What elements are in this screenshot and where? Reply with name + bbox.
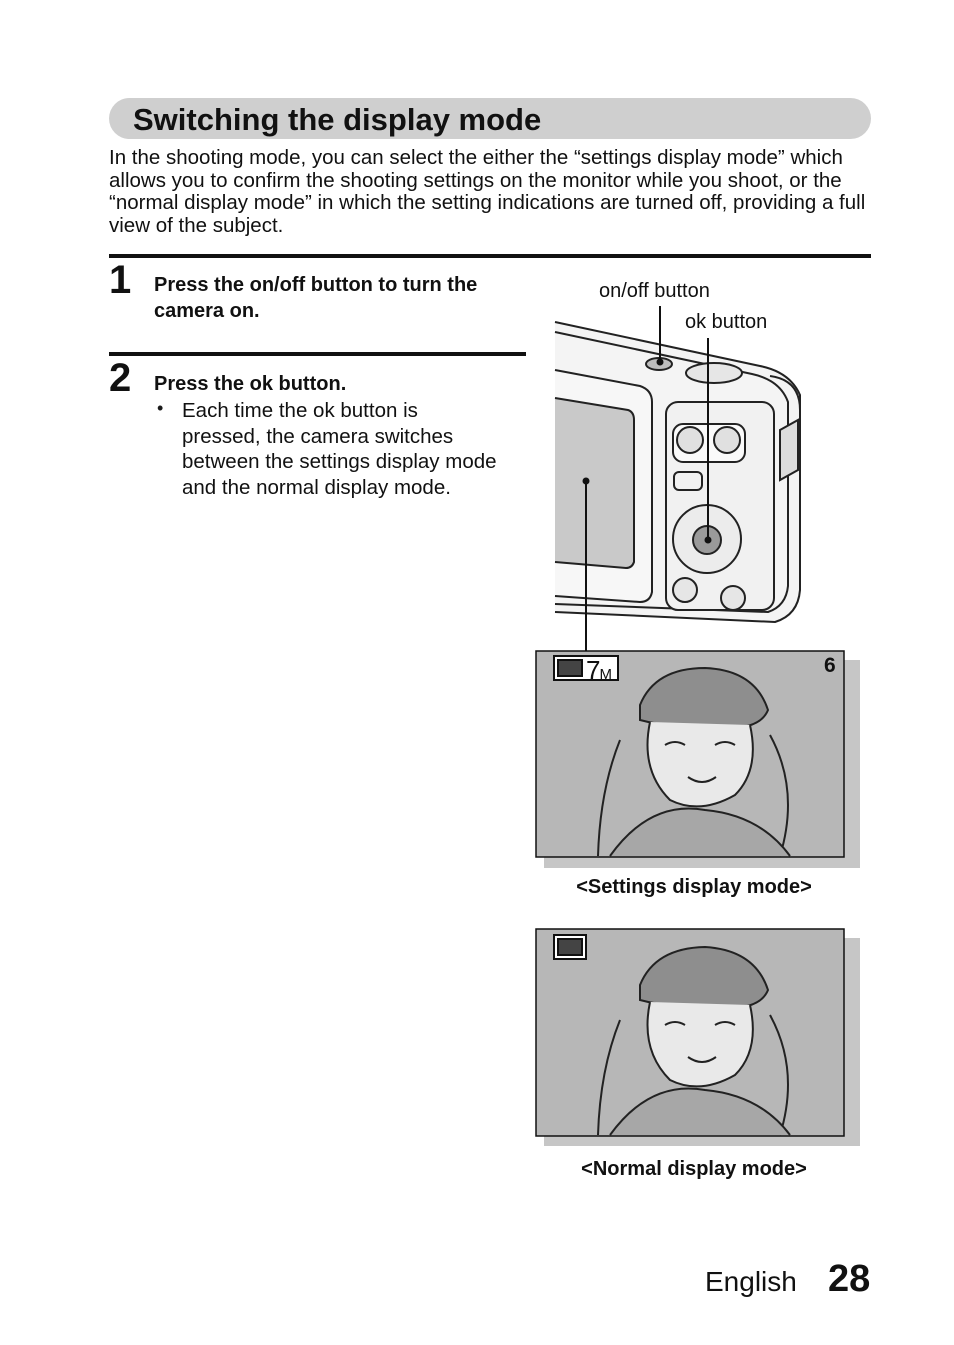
step-1-number: 1 xyxy=(109,258,132,302)
normal-mode-caption: <Normal display mode> xyxy=(581,1158,807,1180)
camera-body-icon xyxy=(555,322,800,622)
settings-mode-caption: <Settings display mode> xyxy=(576,876,812,898)
ok-button-label: ok button xyxy=(685,311,768,333)
image-mode-icon xyxy=(554,935,586,959)
step-2-bullet: Each time the ok button is pressed, the camera switches between the settings display mode and the normal display mode. xyxy=(182,399,497,499)
section-title: Switching the display mode xyxy=(133,102,542,137)
step-2-number: 2 xyxy=(109,356,132,400)
osd-shots-remaining: 6 xyxy=(824,654,836,677)
footer-language: English xyxy=(705,1266,797,1297)
intro-paragraph: In the shooting mode, you can select the either the “settings display mode” which allows you to confirm the shooting settings on the monitor while you shoot, or the “normal display mode” in which the setting indications are turned off, providing a full view of the subject. xyxy=(109,146,866,237)
osd-resolution: 7M xyxy=(586,655,611,685)
onoff-button-label: on/off button xyxy=(599,280,710,302)
page-number: 28 xyxy=(828,1258,871,1300)
bullet-dot: • xyxy=(157,398,164,418)
step-2-heading: Press the ok button. xyxy=(154,373,347,395)
step-1-heading: Press the on/off button to turn the camera on. xyxy=(154,274,478,322)
